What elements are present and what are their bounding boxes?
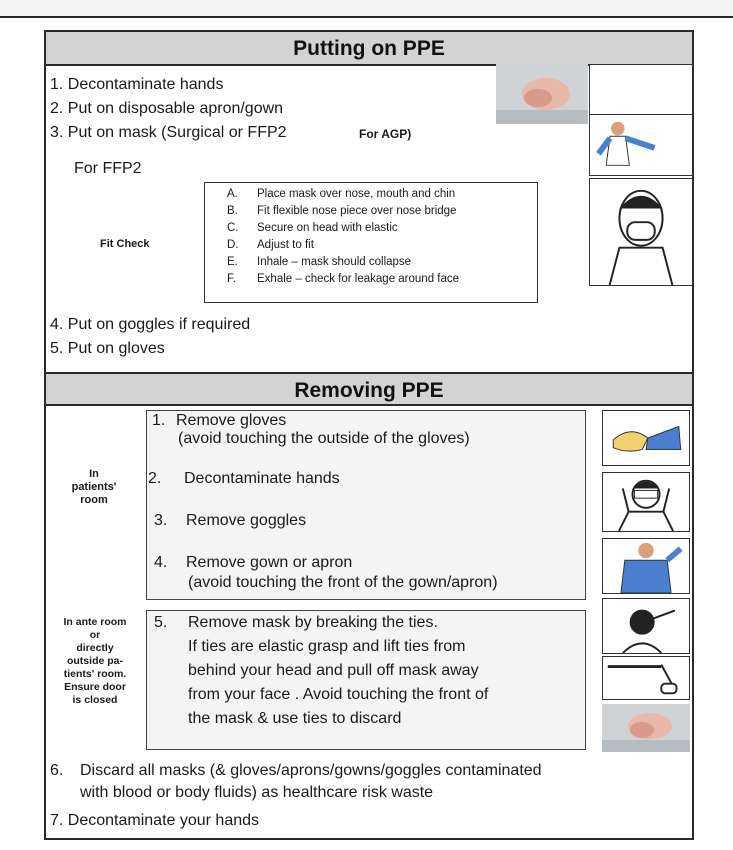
put-step-1: 1. Decontaminate hands — [50, 76, 224, 93]
fit-step-letter: F. — [227, 273, 236, 285]
agp-note: For AGP) — [359, 127, 412, 141]
rem-step-6: Discard all masks (& gloves/aprons/gowns/goggles contaminated — [80, 762, 542, 779]
fit-step-text: Exhale – check for leakage around face — [257, 273, 460, 285]
rem-step-1-note: (avoid touching the outside of the gloves) — [178, 430, 470, 447]
fit-step-letter: E. — [227, 256, 238, 268]
rem-step-2-num: 2. — [148, 470, 162, 487]
ante-label-line: outside pa- — [66, 655, 123, 667]
ppe-sheet — [44, 30, 694, 840]
room-label-line: patients' — [71, 481, 117, 493]
fit-step-letter: D. — [227, 239, 239, 251]
put-step-4: 4. Put on goggles if required — [50, 316, 251, 333]
rem-step-7: 7. Decontaminate your hands — [50, 812, 260, 829]
putting-on-header: Putting on PPE — [46, 32, 692, 66]
room-label-line: In — [89, 468, 99, 480]
fit-step-letter: B. — [227, 205, 238, 217]
rem-step-5-line: behind your head and pull off mask away — [188, 662, 479, 679]
ffp2-label: For FFP2 — [74, 160, 142, 177]
ante-room-label — [50, 616, 140, 707]
rem-step-5-num: 5. — [154, 614, 168, 631]
fit-step-letter: C. — [227, 222, 239, 234]
ante-label-line: In ante room — [63, 616, 127, 628]
rem-step-5-line: the mask & use ties to discard — [188, 710, 402, 727]
hand-washing-image — [496, 64, 588, 124]
gloves-removal-image — [602, 410, 690, 466]
ante-label-line: Ensure door — [64, 681, 126, 693]
patients-room-label — [54, 468, 134, 507]
fit-check-box — [204, 182, 538, 303]
apron-image — [589, 114, 693, 176]
top-toolbar-strip — [0, 0, 733, 18]
mask-fitting-image — [589, 178, 693, 286]
rem-step-5-line: Remove mask by breaking the ties. — [188, 614, 438, 631]
put-step-5: 5. Put on gloves — [50, 340, 165, 357]
put-step-2: 2. Put on disposable apron/gown — [50, 100, 284, 117]
room-label-line: room — [80, 494, 108, 506]
fit-step-text: Secure on head with elastic — [257, 222, 398, 234]
rem-step-5-line: from your face . Avoid touching the front of — [188, 686, 489, 703]
fit-step-text: Fit flexible nose piece over nose bridge — [257, 205, 457, 217]
fit-step-letter: A. — [227, 188, 238, 200]
rem-step-6-cont: with blood or body fluids) as healthcare risk waste — [80, 784, 434, 801]
ante-label-line: is closed — [72, 694, 118, 706]
goggles-removal-image — [602, 472, 690, 532]
rem-step-1: Remove gloves — [176, 412, 287, 429]
mask-removal-image — [602, 598, 690, 654]
rem-step-4: Remove gown or apron — [186, 554, 353, 571]
rem-step-4-num: 4. — [154, 554, 168, 571]
rem-step-3: Remove goggles — [186, 512, 307, 529]
ante-label-line: or — [89, 629, 101, 641]
rem-step-4-note: (avoid touching the front of the gown/apron) — [188, 574, 498, 591]
removing-header: Removing PPE — [46, 372, 692, 406]
fit-step-text: Place mask over nose, mouth and chin — [257, 188, 456, 200]
fit-step-text: Adjust to fit — [257, 239, 314, 251]
rem-step-3-num: 3. — [154, 512, 168, 529]
rem-step-5-line: If ties are elastic grasp and lift ties from — [188, 638, 466, 655]
gown-removal-image — [602, 538, 690, 594]
rem-step-6-num: 6. — [50, 762, 64, 779]
ante-label-line: tients' room. — [63, 668, 127, 680]
hand-washing-final-image — [602, 704, 690, 752]
rem-step-1-num: 1. — [152, 412, 166, 429]
fit-step-text: Inhale – mask should collapse — [257, 256, 412, 268]
put-step-3: 3. Put on mask (Surgical or FFP2 — [50, 124, 287, 141]
ante-label-line: directly — [76, 642, 114, 654]
fit-check-label: Fit Check — [100, 238, 150, 250]
mask-discard-image — [602, 656, 690, 700]
rem-step-2: Decontaminate hands — [184, 470, 340, 487]
